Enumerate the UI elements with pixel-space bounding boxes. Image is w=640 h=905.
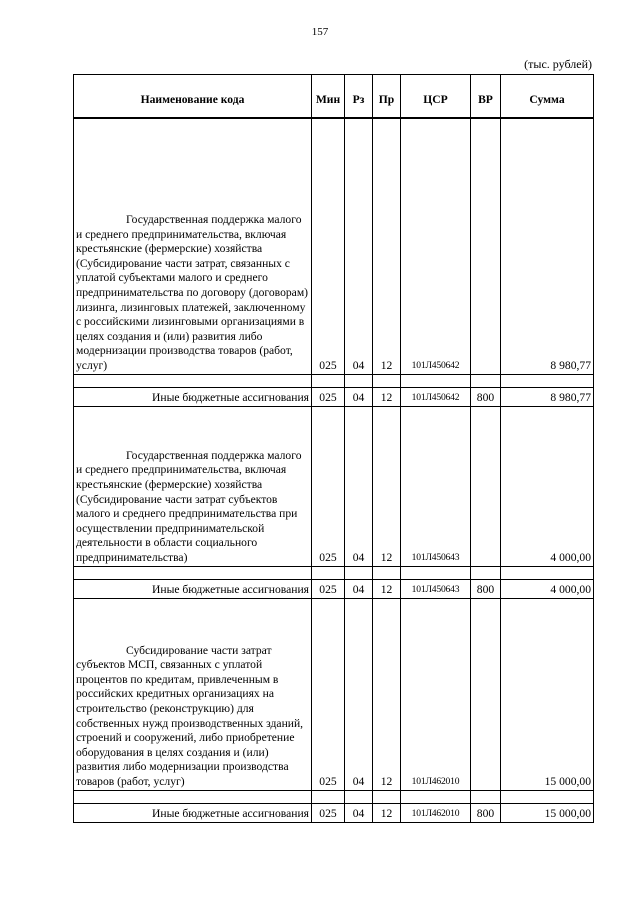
row-name: Субсидирование части затрат субъектов МСП, связанных с уплатой процентов по кредитам, привлеченным в российских кредитных организациях на строительство (реконструкцию) для собственных нужд производственных зданий, строений и сооружений, либо приобретение оборудования в целях создания и (или) развития либо модернизации производства товаров (работ, услуг): [74, 598, 312, 790]
row-spacer: [74, 566, 594, 579]
row-vr: [471, 598, 501, 790]
table-row: [74, 579, 594, 598]
row-name: Иные бюджетные ассигнования: [74, 387, 312, 406]
row-sum: 15 000,00: [501, 598, 594, 790]
row-vr: 800: [471, 387, 501, 406]
row-vr: [471, 406, 501, 566]
header-name: Наименование кода: [74, 75, 312, 119]
row-sum: 4 000,00: [501, 579, 594, 598]
row-min: 025: [312, 598, 345, 790]
header-min: Мин: [312, 75, 345, 119]
row-spacer: [74, 790, 594, 803]
row-pr: 12: [373, 387, 401, 406]
row-csr: 101Л462010: [401, 803, 471, 822]
row-csr: 101Л462010: [401, 598, 471, 790]
table-row: [74, 387, 594, 406]
table-row: [74, 406, 594, 566]
units-label: (тыс. рублей): [524, 57, 592, 71]
row-name: Иные бюджетные ассигнования: [74, 579, 312, 598]
row-pr: 12: [373, 406, 401, 566]
row-min: 025: [312, 387, 345, 406]
row-csr: 101Л450643: [401, 579, 471, 598]
row-sum: 8 980,77: [501, 387, 594, 406]
row-min: 025: [312, 579, 345, 598]
page-number: 157: [311, 26, 329, 38]
table-row: [74, 118, 594, 374]
row-vr: [471, 118, 501, 374]
table-row: [74, 803, 594, 822]
row-rz: 04: [345, 387, 373, 406]
row-rz: 04: [345, 598, 373, 790]
header-rz: Рз: [345, 75, 373, 119]
row-name: Государственная поддержка малого и среднего предпринимательства, включая крестьянские (фермерские) хозяйства (Субсидирование части затрат субъектов малого и среднего предпринимательства при осуществлении предпринимательской деятельности в области социального предпринимательства): [74, 406, 312, 566]
row-csr: 101Л450642: [401, 118, 471, 374]
row-pr: 12: [373, 118, 401, 374]
row-rz: 04: [345, 803, 373, 822]
budget-table: [73, 74, 594, 823]
row-sum: 15 000,00: [501, 803, 594, 822]
row-name: Государственная поддержка малого и среднего предпринимательства, включая крестьянские (фермерские) хозяйства (Субсидирование части затрат, связанных с уплатой субъектами малого и среднего предпринимательства по договору (договорам) лизинга, лизинговых платежей, заключенному с российскими лизинговыми организациями в целях создания и (или) развития либо модернизации производства товаров (работ, услуг): [74, 118, 312, 374]
row-pr: 12: [373, 803, 401, 822]
table-header-row: [74, 75, 594, 119]
row-rz: 04: [345, 118, 373, 374]
row-name: Иные бюджетные ассигнования: [74, 803, 312, 822]
row-pr: 12: [373, 598, 401, 790]
row-sum: 8 980,77: [501, 118, 594, 374]
row-min: 025: [312, 803, 345, 822]
table-row: [74, 598, 594, 790]
header-vr: ВР: [471, 75, 501, 119]
row-min: 025: [312, 118, 345, 374]
row-vr: 800: [471, 803, 501, 822]
row-rz: 04: [345, 406, 373, 566]
row-rz: 04: [345, 579, 373, 598]
header-csr: ЦСР: [401, 75, 471, 119]
row-spacer: [74, 374, 594, 387]
row-sum: 4 000,00: [501, 406, 594, 566]
row-csr: 101Л450643: [401, 406, 471, 566]
row-pr: 12: [373, 579, 401, 598]
header-sum: Сумма: [501, 75, 594, 119]
row-vr: 800: [471, 579, 501, 598]
header-pr: Пр: [373, 75, 401, 119]
row-min: 025: [312, 406, 345, 566]
row-csr: 101Л450642: [401, 387, 471, 406]
